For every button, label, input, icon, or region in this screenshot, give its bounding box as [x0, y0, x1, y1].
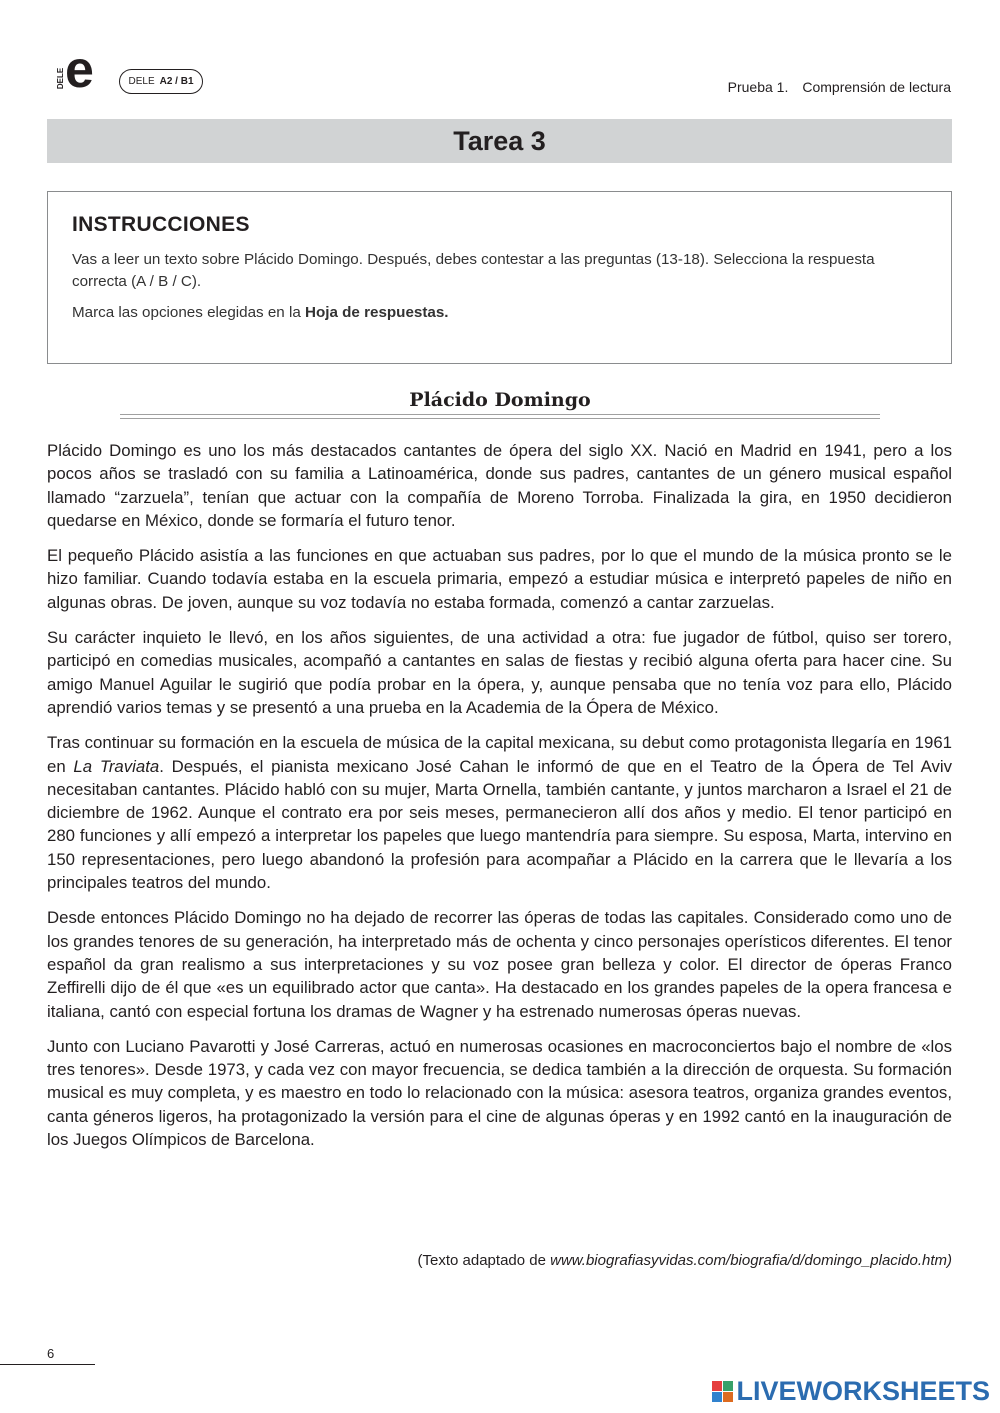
instructions-text-2: Marca las opciones elegidas en la Hoja de respuestas.	[72, 304, 449, 321]
article-title: Plácido Domingo	[409, 389, 591, 411]
paragraph-4: Tras continuar su formación en la escuela de música de la capital mexicana, su debut como protagonista llegaría en 1961 en La Traviata. Después, el pianista mexicano José Cahan le informó de que en el Teatro de la Ópera de Tel Aviv necesitaban cantantes. Plácido habló con su mujer, Marta Ornella, también cantante, y juntos marcharon a Israel el 21 de diciembre de 1962. Aunque el contrato era por seis meses, permanecieron allí dos años y medio. El tenor participó en 280 funciones y allí empezó a interpretar los papeles que luego mantendría para siempre. Su esposa, Marta, intervino en 150 representaciones, pero luego abandonó la profesión para acompañar a Plácido en la carrera que le llevaría a los principales teatros del mundo.	[47, 733, 952, 893]
level-prefix: DELE	[128, 76, 155, 87]
page-number: 6	[47, 1346, 55, 1361]
watermark-text: LIVEWORKSHEETS	[736, 1376, 990, 1406]
liveworksheets-watermark	[712, 1376, 990, 1407]
badge-square	[712, 1392, 722, 1402]
logo-letter: e	[65, 41, 94, 99]
badge-square	[723, 1381, 733, 1391]
dele-logo	[55, 41, 105, 99]
source-citation: (Texto adaptado de www.biografiasyvidas.com/biografia/d/domingo_placido.htm)	[417, 1252, 952, 1269]
article-body	[47, 439, 952, 1163]
footer-rule	[0, 1364, 95, 1365]
paragraph-6: Junto con Luciano Pavarotti y José Carreras, actuó en numerosas ocasiones en macroconciertos bajo el nombre de «los tres tenores». Desde 1973, y cada vez con mayor frecuencia, se dedica también a la dirección de orquesta. Su formación musical es muy completa, y es maestro en todo lo relacionado con la música: asesora teatros, organiza grandes eventos, canta géneros ligeros, ha protagonizado la versión para el cine de algunas óperas y en 1992 cantó en la inauguración de los Juegos Olímpicos de Barcelona.	[47, 1036, 952, 1150]
paragraph-3: Su carácter inquieto le llevó, en los años siguientes, de una actividad a otra: fue jugador de fútbol, quiso ser torero, participó en comedias musicales, acompañó a cantantes en salas de fiestas y recibió alguna oferta para hacer cine. Su amigo Manuel Aguilar le sugirió que podía probar en la ópera, y, aunque pensaba que no tenía voz para ello, Plácido aprendió varios temas y se presentó a una prueba en la Academia de la Ópera de México.	[47, 628, 952, 717]
answer-sheet-label: Hoja de respuestas.	[305, 304, 449, 321]
title-divider	[120, 414, 880, 419]
instructions-title: INSTRUCCIONES	[72, 213, 250, 236]
opera-title: La Traviata	[73, 756, 160, 776]
instructions-text-1: Vas a leer un texto sobre Plácido Domingo. Después, debes contestar a las preguntas (13-18). Selecciona la respuesta correcta (A / B / C).	[72, 251, 875, 290]
paragraph-1: Plácido Domingo es uno los más destacados cantantes de ópera del siglo XX. Nació en Madrid en 1941, pero a los pocos años se trasladó con su familia a Latinoamérica, donde sus padres, cantantes de un género musical español llamado “zarzuela”, tenían que actuar con la compañía de Moreno Torroba. Finalizada la gira, en 1950 decidieron quedarse en México, donde se formaría el futuro tenor.	[47, 441, 952, 530]
badge-square	[712, 1381, 722, 1391]
page-header-right	[728, 79, 951, 95]
paragraph-2: El pequeño Plácido asistía a las funciones en que actuaban sus padres, por lo que el mundo de la música pronto se le hizo familiar. Cuando todavía estaba en la escuela primaria, empezó a estudiar música e interpretó papeles de niño en algunas obras. De joven, aunque su voz todavía no estaba formada, comenzó a cantar zarzuelas.	[47, 546, 952, 612]
tarea-heading: Tarea 3	[47, 119, 952, 163]
level-value: A2 / B1	[159, 76, 194, 87]
source-url: www.biografiasyvidas.com/biografia/d/domingo_placido.htm)	[550, 1252, 952, 1269]
level-badge	[119, 69, 203, 94]
liveworksheets-badge-icon	[712, 1381, 733, 1402]
instructions-box	[47, 191, 952, 364]
prueba-label: Prueba 1.	[727, 79, 789, 95]
logo-vertical-text: DELE	[56, 67, 66, 89]
section-label: Comprensión de lectura	[802, 79, 951, 95]
badge-square	[723, 1392, 733, 1402]
paragraph-5: Desde entonces Plácido Domingo no ha dejado de recorrer las óperas de todas las capitales. Considerado como uno de los grandes tenores de su generación, ha interpretado más de ochenta y cinco personajes operísticos diferentes. El tenor español da gran realismo a sus interpretaciones y su voz posee gran belleza y color. El director de óperas Franco Zeffirelli dijo de él que «es un equilibrado actor que canta». Ha destacado en los grandes papeles de la opera francesa e italiana, cantó con especial fortuna los dramas de Wagner y ha estrenado numerosas óperas nuevas.	[47, 908, 952, 1021]
